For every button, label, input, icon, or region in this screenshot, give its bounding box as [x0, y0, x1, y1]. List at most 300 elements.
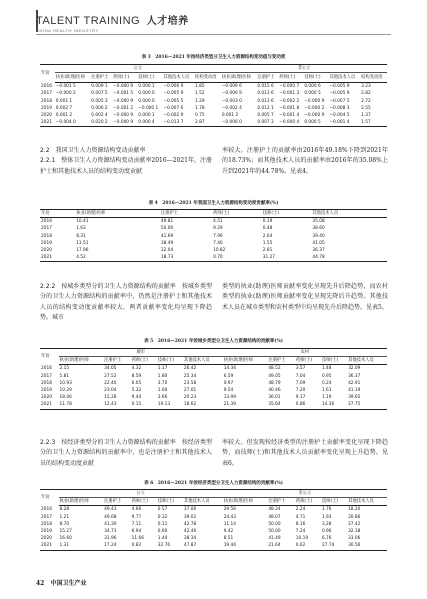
table-cell: 0.013 6 — [257, 98, 274, 104]
table-cell: 1.55 — [262, 240, 273, 246]
table-cell: −0.002 9 — [163, 113, 184, 119]
section-2-2-3-right — [222, 438, 388, 469]
table-cell: 0.000 5 — [304, 91, 321, 97]
table-cell: 35.64 — [267, 401, 294, 409]
table-cell: 0.24 — [321, 380, 332, 386]
table-cell: 0.006 2 — [91, 105, 108, 111]
table-cell: −0.004 0 — [55, 119, 91, 127]
table-cell: 42.78 — [183, 521, 197, 527]
table-cell: 24.43 — [223, 514, 237, 520]
table-cell: 1.19 — [321, 395, 332, 401]
table-cell: 19.13 — [157, 401, 183, 409]
table-cell: 2017 — [41, 226, 52, 232]
table-cell: 39.40 — [312, 233, 325, 239]
table-cell: 4.32 — [131, 366, 142, 372]
header-title-cn: 人才培养 — [146, 16, 189, 27]
table-cell: 0.001 2 — [221, 113, 239, 119]
table-cell: 8.70 — [59, 521, 70, 527]
table-cell: 40.46 — [268, 388, 281, 394]
table-cell: 18.62 — [183, 401, 223, 409]
table-cell: 4.51 — [213, 219, 223, 225]
table-cell: 18.20 — [348, 507, 361, 513]
table-header-cell: 年份 — [40, 349, 59, 365]
table-row — [40, 401, 387, 409]
table-cell: 7.09 — [295, 380, 306, 386]
table-cell: 27.74 — [321, 542, 347, 550]
table-cell: 34.73 — [104, 529, 117, 535]
table-row — [40, 506, 387, 514]
table-header-cell: 注册护士 — [103, 498, 130, 506]
table-cell: −0.002 2 — [279, 98, 300, 104]
table-cell: 1.78 — [195, 105, 205, 111]
table-cell: 0.48 — [262, 226, 273, 232]
table-cell: 31.27 — [262, 254, 312, 262]
table-cell: 9.77 — [131, 514, 142, 520]
table6-body — [40, 506, 387, 550]
table-cell: 4.66 — [131, 507, 142, 513]
table-row — [40, 542, 387, 550]
table-cell: 0.007 3 — [256, 119, 278, 127]
table-cell: −0.004 5 — [329, 113, 350, 119]
table-cell: 48.07 — [268, 514, 281, 520]
table-cell: 0.19 — [262, 219, 273, 225]
table-cell: −0.000 9 — [113, 98, 134, 104]
table-row — [40, 83, 387, 91]
table-header-cell: 技师(士) — [303, 73, 328, 83]
table4-header-row — [40, 210, 387, 218]
table-cell: 17.96 — [76, 248, 89, 254]
table-cell: 20.86 — [348, 514, 361, 520]
table-cell: 48.79 — [268, 380, 281, 386]
table-cell: 3.28 — [321, 521, 332, 527]
table-header-cell: 其他技术人员 — [183, 498, 223, 506]
table-cell: 49.68 — [104, 514, 117, 520]
table-cell: 4.52 — [75, 254, 160, 262]
table-cell: 2016 — [41, 219, 52, 225]
table-cell: 41.69 — [160, 233, 174, 239]
table-cell: 0.62 — [295, 542, 321, 550]
table-row — [40, 514, 387, 521]
table-cell: 2020 — [41, 395, 52, 401]
table-cell: 1.37 — [361, 113, 371, 119]
paragraph: 率较大。但发现按经济类型的注册护士贡献率变化呈现下降趋势，而技师(士)和其他技术人员贡献率变化呈现上升趋势。见表6。 — [222, 439, 388, 467]
table-cell: 2020 — [41, 248, 52, 254]
table-cell: 17.24 — [103, 542, 130, 550]
table-cell: 2.81 — [262, 248, 273, 254]
table-header-cell: 执业(助理)医师 — [59, 357, 104, 365]
table-cell: 33.06 — [348, 536, 361, 542]
table-cell: 0.15 — [131, 401, 157, 409]
table-header-cell: 药师(士) — [295, 357, 321, 365]
table-row — [40, 119, 387, 127]
section-heading: 2.2 我国卫生人力资源结构变动贡献率 — [40, 147, 146, 154]
table-cell: 11.66 — [131, 536, 144, 542]
table-cell: 36.01 — [268, 395, 281, 401]
table-cell: 27.75 — [347, 401, 387, 409]
table-cell: 0.005 7 — [257, 113, 274, 119]
table-cell: 6.05 — [131, 380, 142, 386]
table-cell: 25.34 — [183, 373, 197, 379]
table-cell: 32.38 — [348, 529, 361, 535]
table3-body — [40, 83, 387, 127]
table-cell: 1.61 — [321, 388, 332, 394]
table-cell: −0.005 9 — [329, 91, 350, 97]
paragraph: 类型的执业(助理)医师贡献率变化呈现先升后降趋势，而农村类型的执业(助理)医师贡献率变化呈现先降后升趋势。其他技术人员在城市类型和农村类型中均呈现先升后降趋势。见表5。 — [222, 283, 388, 311]
paragraph: 按城乡类型分的卫生人力资源结构的贡献率中，仍然是注册护士和其他技术人员的结构变动度贡献率较大，两者贡献率变化均呈现下降趋势。城市 — [40, 283, 212, 321]
table-cell: 8.16 — [295, 521, 306, 527]
table-cell: 2020 — [41, 536, 52, 542]
table-cell: 35.08 — [312, 219, 325, 225]
table-cell: 2021 — [40, 119, 55, 127]
section-2-2-3-left — [40, 438, 212, 469]
table-cell: 7.04 — [295, 373, 306, 379]
table-cell: 0.96 — [321, 529, 332, 535]
table-header-cell: 技师(士) — [157, 357, 183, 365]
table-cell: 41.19 — [348, 388, 361, 394]
table-cell: 11.51 — [76, 240, 89, 246]
table-cell: −0.006 9 — [221, 91, 242, 97]
subsection-heading: 2.2.1 整体卫生人力资源结构变动贡献率 — [40, 157, 152, 165]
table-header-cell: 执业(助理)医师 — [223, 498, 268, 506]
table-header-cell: 年份 — [40, 490, 59, 506]
table-row — [40, 394, 387, 401]
table-cell: 0.000 0 — [138, 91, 155, 97]
table-cell: 49.43 — [104, 507, 117, 513]
table-cell: 7.96 — [213, 233, 223, 239]
header-rule — [36, 34, 391, 35]
table-cell: 6.76 — [321, 536, 332, 542]
table-row — [40, 365, 387, 373]
table-cell: −0.001 5 — [55, 84, 76, 90]
table-cell: 37.06 — [183, 507, 197, 513]
table-cell: 44.78 — [311, 254, 387, 262]
table-cell: −0.013 7 — [162, 119, 194, 127]
table-cell: 47.87 — [183, 542, 223, 550]
table-cell: 9.29 — [213, 226, 223, 232]
table-cell: −0.001 2 — [113, 105, 134, 111]
table-header-cell: 其他技术人员 — [183, 357, 223, 365]
table6-header-row — [40, 498, 387, 506]
table5-body — [40, 365, 387, 409]
table-cell: 0.002 4 — [91, 113, 108, 119]
table-cell: 1.85 — [195, 84, 205, 90]
table-cell: 23.04 — [104, 388, 117, 394]
table-cell: 0.97 — [223, 380, 234, 386]
table-row — [40, 521, 387, 528]
paragraph: 2016—2021年，注册护士和其他技术人员的结构变动度贡献 — [40, 157, 212, 175]
table-cell: 2.82 — [361, 91, 371, 97]
table-cell: 2018 — [41, 521, 52, 527]
table-cell: 10.93 — [59, 380, 72, 386]
table-cell: 0.001 2 — [55, 113, 73, 119]
table-cell: −0.002 4 — [221, 105, 242, 111]
table-cell: 7.20 — [295, 388, 306, 394]
table-cell: 2.15 — [59, 366, 70, 372]
table-header-cell: 其他技术人员 — [311, 210, 387, 218]
table-cell: 10.82 — [213, 248, 226, 254]
table-cell: 29.56 — [223, 507, 237, 513]
table-cell: 2017 — [41, 514, 52, 520]
table-cell: 42.46 — [183, 529, 197, 535]
table-cell: 0.005 3 — [91, 98, 108, 104]
table3-group-private: 非公立 — [221, 65, 387, 73]
table-header-cell: 结构变动度 — [360, 73, 387, 83]
table5-group-rural: 农村 — [223, 349, 387, 357]
table-cell: 0.11 — [157, 521, 168, 527]
table6-group-private: 非公立 — [223, 490, 387, 498]
table-cell: 1.00 — [157, 388, 168, 394]
table-cell: −0.001 5 — [113, 91, 134, 97]
table-cell: 3.23 — [361, 84, 371, 90]
table-cell: 2018 — [41, 98, 52, 104]
table-cell: 27.42 — [348, 521, 361, 527]
table-cell: 3.70 — [157, 380, 168, 386]
table-cell: 7.40 — [213, 240, 223, 246]
table-header-cell: 药师(士) — [131, 498, 157, 506]
table-cell: 19.44 — [223, 542, 268, 550]
table-cell: 9.17 — [295, 395, 306, 401]
table5 — [40, 348, 387, 410]
table-cell: 26.42 — [183, 366, 197, 372]
table-cell: 11.78 — [59, 401, 104, 409]
table-header-cell: 注册护士 — [160, 210, 212, 218]
table-row — [40, 254, 387, 262]
table-cell: 48.52 — [268, 366, 281, 372]
table-cell: 0.007 5 — [91, 91, 108, 97]
table-cell: 34.05 — [104, 366, 117, 372]
table-cell: −0.000 9 — [113, 84, 134, 90]
table5-caption: 表 5 2016—2021 年按城乡类型分卫生人力资源结构的贡献率(%) — [144, 339, 283, 344]
table-cell: 3.57 — [295, 366, 306, 372]
table-cell: 2021 — [40, 542, 59, 550]
table-cell: 22.40 — [104, 380, 117, 386]
table-cell: 36.37 — [312, 248, 325, 254]
table-cell: 21.64 — [267, 542, 294, 550]
table-row — [40, 528, 387, 535]
table-cell: 18.73 — [160, 254, 212, 262]
table-cell: −0.001 4 — [328, 119, 360, 127]
table-cell: 0.020 2 — [90, 119, 112, 127]
table-cell: 0.32 — [157, 514, 168, 520]
table-cell: −0.003 0 — [221, 98, 242, 104]
table-cell: 2018 — [41, 233, 52, 239]
table-cell: 3.66 — [157, 395, 168, 401]
table4 — [40, 209, 387, 262]
table-cell: 0.015 6 — [257, 84, 274, 90]
table-cell: −0.000 9 — [304, 113, 325, 119]
table-cell: 9.42 — [223, 529, 234, 535]
table-cell: 2018 — [41, 380, 52, 386]
table-cell: 12.43 — [103, 401, 130, 409]
section-2-2-2-right — [222, 282, 388, 313]
page-footer — [36, 578, 86, 587]
table-cell: 49.81 — [160, 219, 174, 225]
table-header-cell: 注册护士 — [267, 498, 294, 506]
table-cell: 16.60 — [59, 536, 72, 542]
table-cell: 2016 — [41, 83, 52, 89]
table-cell: 0.002 7 — [55, 105, 73, 111]
table-header-cell: 其他技术人员 — [328, 73, 360, 83]
table3-group-public: 公立 — [55, 65, 221, 73]
table-cell: 2020 — [41, 113, 52, 119]
table-row — [40, 218, 387, 226]
header-title-en: TALENT TRAINING — [36, 15, 141, 27]
table-cell: 2019 — [41, 529, 52, 535]
table-cell: 0.009 1 — [91, 84, 108, 90]
table-header-cell: 药师(士) — [112, 73, 137, 83]
table-cell: 0.000 0 — [138, 98, 155, 104]
table-row — [40, 387, 387, 394]
table-cell: 5.32 — [131, 388, 142, 394]
page-number: 42 — [36, 580, 45, 587]
table-header-cell: 其他技术人员 — [347, 498, 387, 506]
table-row — [40, 233, 387, 240]
table-cell: 2019 — [41, 105, 52, 111]
table-cell: −0.000 1 — [138, 105, 159, 111]
table-header-cell: 注册护士 — [256, 73, 278, 83]
table-header-cell: 药师(士) — [278, 73, 303, 83]
table-cell: 1.44 — [157, 536, 168, 542]
table-cell: 2021 — [40, 401, 59, 409]
table-cell: 14.36 — [321, 401, 347, 409]
table-cell: 41.49 — [268, 536, 281, 542]
table-cell: 9.44 — [131, 395, 142, 401]
table-header-cell: 药师(士) — [295, 498, 321, 506]
table-cell: 0.86 — [295, 401, 321, 409]
table-header-cell: 其他技术人员 — [347, 357, 387, 365]
table-cell: −0.001 3 — [279, 91, 300, 97]
table-cell: 1.21 — [59, 514, 70, 520]
subsection-heading: 2.2.3 按经济类型分的卫生人力资源结构的贡献率 — [40, 439, 176, 446]
table-header-cell: 执业(助理)医师 — [59, 498, 104, 506]
table-header-cell: 结构变动度 — [194, 73, 221, 83]
table-cell: 2.55 — [361, 105, 371, 111]
table-cell: −0.001 4 — [279, 113, 300, 119]
table-cell: 0.000 1 — [138, 84, 155, 90]
table-cell: 39.02 — [183, 514, 197, 520]
table-cell: 32.09 — [348, 366, 361, 372]
table-cell: 27.52 — [104, 373, 117, 379]
table-cell: 6.59 — [223, 373, 234, 379]
table-cell: −0.005 5 — [163, 98, 184, 104]
table6-caption: 表 6 2016—2021 年按经济类型分卫生人力资源结构的贡献率(%) — [144, 481, 283, 486]
table-row — [40, 112, 387, 119]
table-cell: 0.95 — [321, 373, 332, 379]
table-cell: 10.19 — [295, 536, 309, 542]
table-cell: 0.000 4 — [137, 119, 162, 127]
table-cell: 6.94 — [131, 529, 142, 535]
subsection-heading: 2.2.2 按城乡类型分的卫生人力资源结构的贡献率 — [40, 283, 176, 290]
table-cell: 0.82 — [131, 542, 157, 550]
table-cell: 39.65 — [348, 395, 361, 401]
table-cell: 38.60 — [312, 226, 325, 232]
table-cell: −0.000 7 — [279, 84, 300, 90]
table-cell: 38.49 — [160, 240, 174, 246]
table-cell: 41.30 — [104, 521, 117, 527]
table-header-cell: 药师(士) — [212, 210, 262, 218]
table-cell: 49.05 — [268, 373, 281, 379]
table3-caption: 表 3 2016—2021 年按经济类型分卫生人力资源结构变动值与变动度 — [141, 55, 286, 60]
table-cell: 1.80 — [157, 373, 168, 379]
table-cell: −0.000 4 — [278, 119, 303, 127]
table-header-cell: 执业(助理)医师 — [221, 73, 257, 83]
journal-name: 中国卫生产业 — [50, 580, 87, 587]
table-cell: 42.91 — [348, 380, 361, 386]
table6 — [40, 489, 387, 551]
table3 — [40, 64, 387, 127]
table-cell: 31.96 — [104, 536, 117, 542]
table-row — [40, 380, 387, 387]
table-cell: 9.54 — [223, 388, 234, 394]
table-header-cell: 药师(士) — [131, 357, 157, 365]
table-cell: 32.76 — [157, 542, 183, 550]
table-cell: 0.000 1 — [138, 113, 155, 119]
table-row — [40, 98, 387, 105]
table-cell: 1.48 — [321, 366, 332, 372]
table-cell: 1.93 — [321, 514, 332, 520]
table-cell: 2017 — [41, 373, 52, 379]
table-cell: 11.14 — [223, 521, 237, 527]
table-cell: 10.29 — [59, 388, 72, 394]
table-header-cell: 技师(士) — [137, 73, 162, 83]
table-cell: 2019 — [41, 388, 52, 394]
table-cell: −0.001 8 — [279, 105, 300, 111]
table-cell: −0.007 6 — [163, 105, 184, 111]
table-cell: 2016 — [41, 507, 52, 513]
table-row — [40, 105, 387, 112]
table4-body — [40, 218, 387, 262]
table-row — [40, 535, 387, 542]
table-cell: 30.56 — [347, 542, 387, 550]
table-cell: 27.01 — [183, 388, 197, 394]
table-cell: 0.000 6 — [304, 84, 321, 90]
table-header-cell: 执业(助理)医师 — [75, 210, 160, 218]
table-cell: 0.70 — [212, 254, 262, 262]
table-header-cell: 注册护士 — [267, 357, 294, 365]
paragraph: 按经济类型分的卫生人力资源结构的贡献率中，也是注册护士和其他技术人员的结构变动度贡献 — [40, 439, 212, 467]
table-cell: 8.51 — [223, 536, 234, 542]
table-row — [40, 247, 387, 254]
table-cell: −0.000 9 — [113, 113, 134, 119]
table-cell: 7.24 — [295, 529, 306, 535]
table-cell: 32.04 — [160, 248, 174, 254]
table-cell: 0.60 — [157, 529, 168, 535]
table-header-cell: 执业(助理)医师 — [223, 357, 268, 365]
table-header-cell: 注册护士 — [90, 73, 112, 83]
table-cell: 8.59 — [131, 373, 142, 379]
table-header-cell: 技师(士) — [321, 498, 347, 506]
table-cell: 1.52 — [195, 91, 205, 97]
table-cell: 8.31 — [76, 233, 86, 239]
table-cell: 2016 — [41, 366, 52, 372]
table-header-cell: 年份 — [40, 65, 55, 83]
table-cell: −0.008 3 — [329, 105, 350, 111]
section-2-2-2-left — [40, 282, 212, 323]
table-cell: −0.007 5 — [329, 98, 350, 104]
running-header — [36, 12, 396, 33]
header-subtitle: CHINA HEALTH INDUSTRY — [36, 28, 99, 33]
table-cell: 8.28 — [59, 507, 70, 513]
table-row — [40, 90, 387, 97]
table-cell: −0.006 9 — [163, 84, 184, 90]
table-cell: 13.99 — [223, 395, 237, 401]
table-cell: 0.001 1 — [55, 98, 73, 104]
table-cell: 41.05 — [312, 240, 325, 246]
table-cell: −0.000 2 — [304, 105, 325, 111]
table-cell: 20.23 — [183, 395, 197, 401]
table-row — [40, 225, 387, 232]
table-cell: 1.29 — [195, 98, 205, 104]
